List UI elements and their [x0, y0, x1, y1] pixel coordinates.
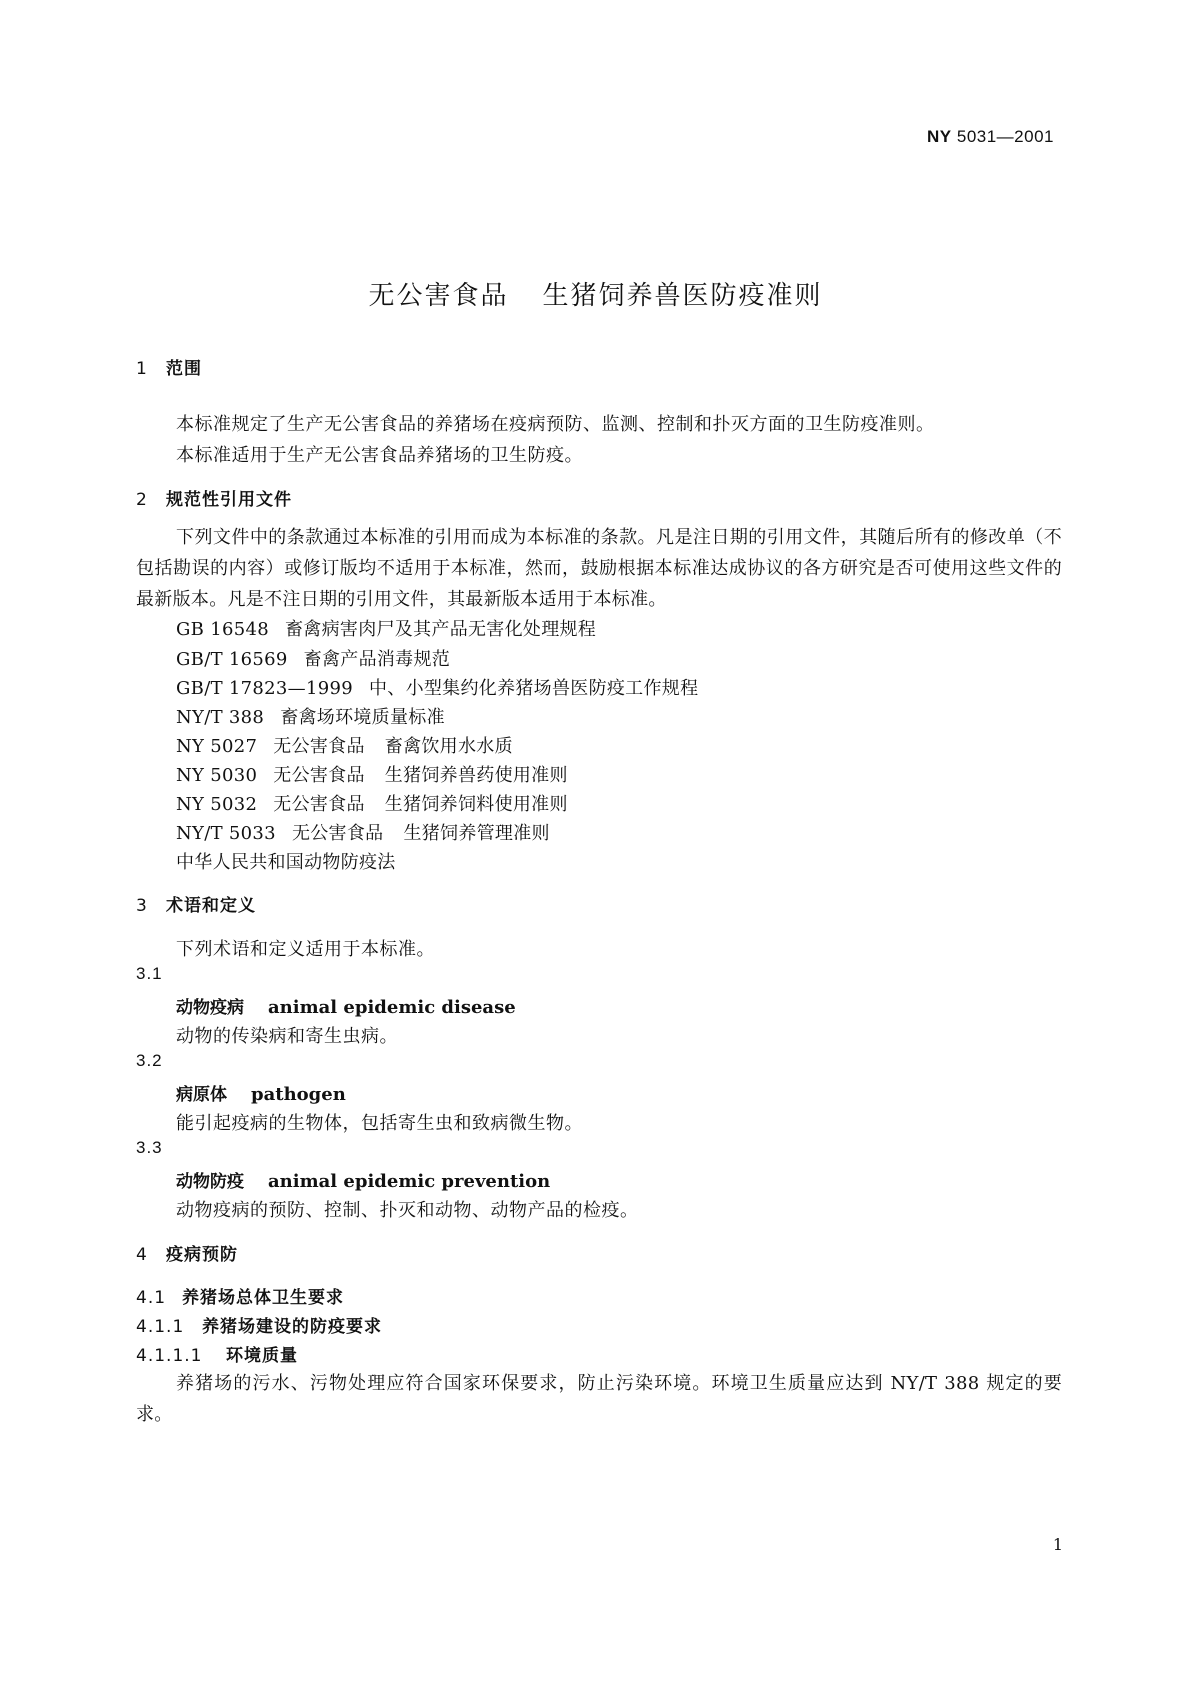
reference-item: GB/T 16569 畜禽产品消毒规范: [176, 649, 451, 670]
sec1-paragraph-1: 本标准规定了生产无公害食品的养猪场在疫病预防、监测、控制和扑灭方面的卫生防疫准则。: [176, 414, 935, 435]
reference-item: NY 5027 无公害食品 畜禽饮用水水质: [176, 736, 513, 757]
sec2-intro-paragraph: 下列文件中的条款通过本标准的引用而成为本标准的条款。凡是注日期的引用文件，其随后所有的修改单（不包括勘误的内容）或修订版均不适用于本标准，然而，鼓励根据本标准达成协议的各方研究是否可使用这些文件的最新版本。凡是不注日期的引用文件，其最新版本适用于本标准。: [136, 527, 1062, 610]
term-definition: 动物疫病的预防、控制、扑灭和动物、动物产品的检疫。: [176, 1200, 639, 1221]
term-title: 动物疫病 animal epidemic disease: [176, 997, 516, 1018]
subsection-heading-4-1: 4.1 养猪场总体卫生要求: [136, 1288, 344, 1308]
section-heading-3: 3 术语和定义: [136, 896, 256, 916]
subsection-heading-4-1-1: 4.1.1 养猪场建设的防疫要求: [136, 1317, 382, 1337]
section-heading-2: 2 规范性引用文件: [136, 490, 292, 510]
term-title: 病原体 pathogen: [176, 1084, 346, 1105]
reference-item: NY 5032 无公害食品 生猪饲养饲料使用准则: [176, 794, 568, 815]
page-number: 1: [1052, 1535, 1063, 1554]
term-number: 3.3: [136, 1138, 163, 1157]
term-definition: 能引起疫病的生物体，包括寄生虫和致病微生物。: [176, 1113, 583, 1134]
subsection-heading-4-1-1-1: 4.1.1.1 环境质量: [136, 1346, 298, 1366]
term-definition: 动物的传染病和寄生虫病。: [176, 1026, 398, 1047]
sec3-intro: 下列术语和定义适用于本标准。: [176, 939, 435, 960]
section-heading-1: 1 范围: [136, 359, 202, 379]
title-part1: 无公害食品: [368, 281, 509, 311]
term-number: 3.2: [136, 1051, 163, 1070]
reference-item: 中华人民共和国动物防疫法: [176, 852, 396, 873]
term-number: 3.1: [136, 964, 163, 983]
reference-item: GB 16548 畜禽病害肉尸及其产品无害化处理规程: [176, 619, 597, 640]
title-part2: 生猪饲养兽医防疫准则: [542, 281, 823, 311]
reference-item: GB/T 17823—1999 中、小型集约化养猪场兽医防疫工作规程: [176, 678, 699, 699]
section-heading-4: 4 疫病预防: [136, 1245, 238, 1265]
reference-item: NY 5030 无公害食品 生猪饲养兽药使用准则: [176, 765, 568, 786]
reference-item: NY/T 388 畜禽场环境质量标准: [176, 707, 445, 728]
sec4-paragraph: 养猪场的污水、污物处理应符合国家环保要求，防止污染环境。环境卫生质量应达到 NY/T 388 规定的要求。: [136, 1373, 1062, 1425]
standard-number: NY 5031—2001: [927, 127, 1054, 146]
term-title: 动物防疫 animal epidemic prevention: [176, 1171, 551, 1192]
sec1-paragraph-2: 本标准适用于生产无公害食品养猪场的卫生防疫。: [176, 445, 583, 466]
reference-item: NY/T 5033 无公害食品 生猪饲养管理准则: [176, 823, 550, 844]
document-title: [0, 275, 1191, 312]
